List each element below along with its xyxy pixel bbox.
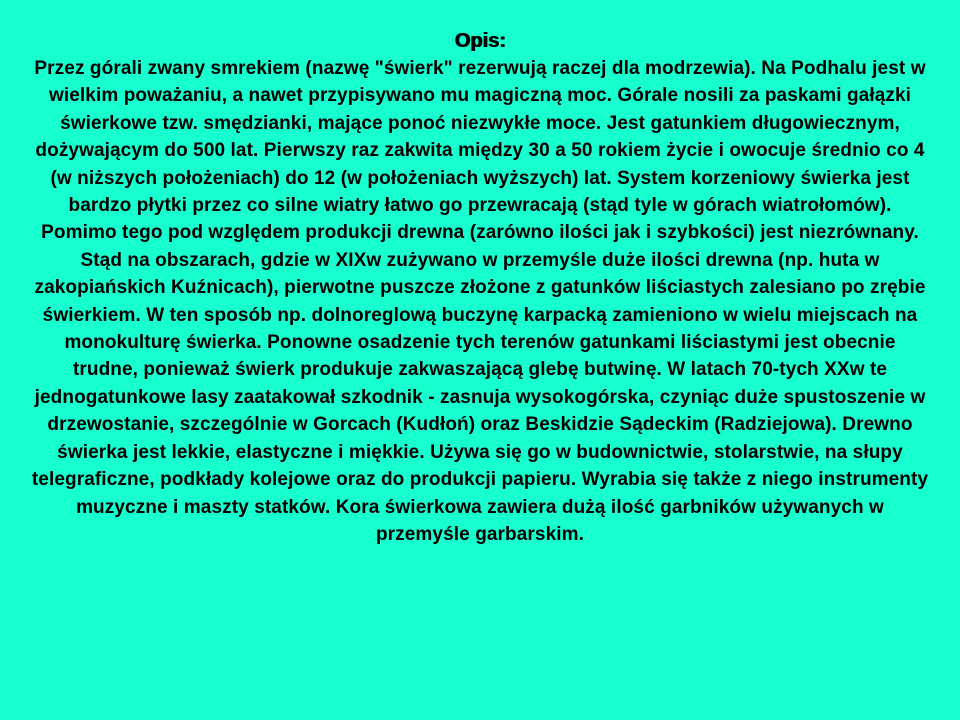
description-paragraph: Przez górali zwany smrekiem (nazwę "świerk" rezerwują raczej dla modrzewia). Na Podhalu jest w wielkim poważaniu, a nawet przypisywano mu magiczną moc. Górale nosili za paskami gałązki świerkowe tzw. smędzianki, mające ponoć niezwykłe moce. Jest gatunkiem długowiecznym, dożywającym do 500 lat. Pierwszy raz zakwita między 30 a 50 rokiem życie i owocuje średnio co 4 (w niższych położeniach) do 12 (w położeniach wyższych) lat. System korzeniowy świerka jest bardzo płytki przez co silne wiatry łatwo go przewracają (stąd tyle w górach wiatrołomów). Pomimo tego pod względem produkcji drewna (zarówno ilości jak i szybkości) jest niezrównany. Stąd na obszarach, gdzie w XIXw zużywano w przemyśle duże ilości drewna (np. huta w zakopiańskich Kuźnicach), pierwotne puszcze złożone z gatunków liściastych zalesiano po zrębie świerkiem. W ten sposób np. dolnoreglową buczynę karpacką zamieniono w wielu miejscach na monokulturę świerka. Ponowne osadzenie tych terenów gatunkami liściastymi jest obecnie trudne, ponieważ świerk produkuje zakwaszającą glebę butwinę. W latach 70-tych XXw te jednogatunkowe lasy zaatakował szkodnik - zasnuja wysokogórska, czyniąc duże spustoszenie w drzewostanie, szczególnie w Gorcach (Kudłoń) oraz Beskidzie Sądeckim (Radziejowa). Drewno świerka jest lekkie, elastyczne i miękkie. Używa się go w budownictwie, stolarstwie, na słupy telegraficzne, podkłady kolejowe oraz do produkcji papieru. Wyrabia się także z niego instrumenty muzyczne i maszty statków. Kora świerkowa zawiera dużą ilość garbników używanych w przemyśle garbarskim. bbox=[31, 58, 929, 545]
slide-title: Opis: bbox=[454, 30, 506, 52]
